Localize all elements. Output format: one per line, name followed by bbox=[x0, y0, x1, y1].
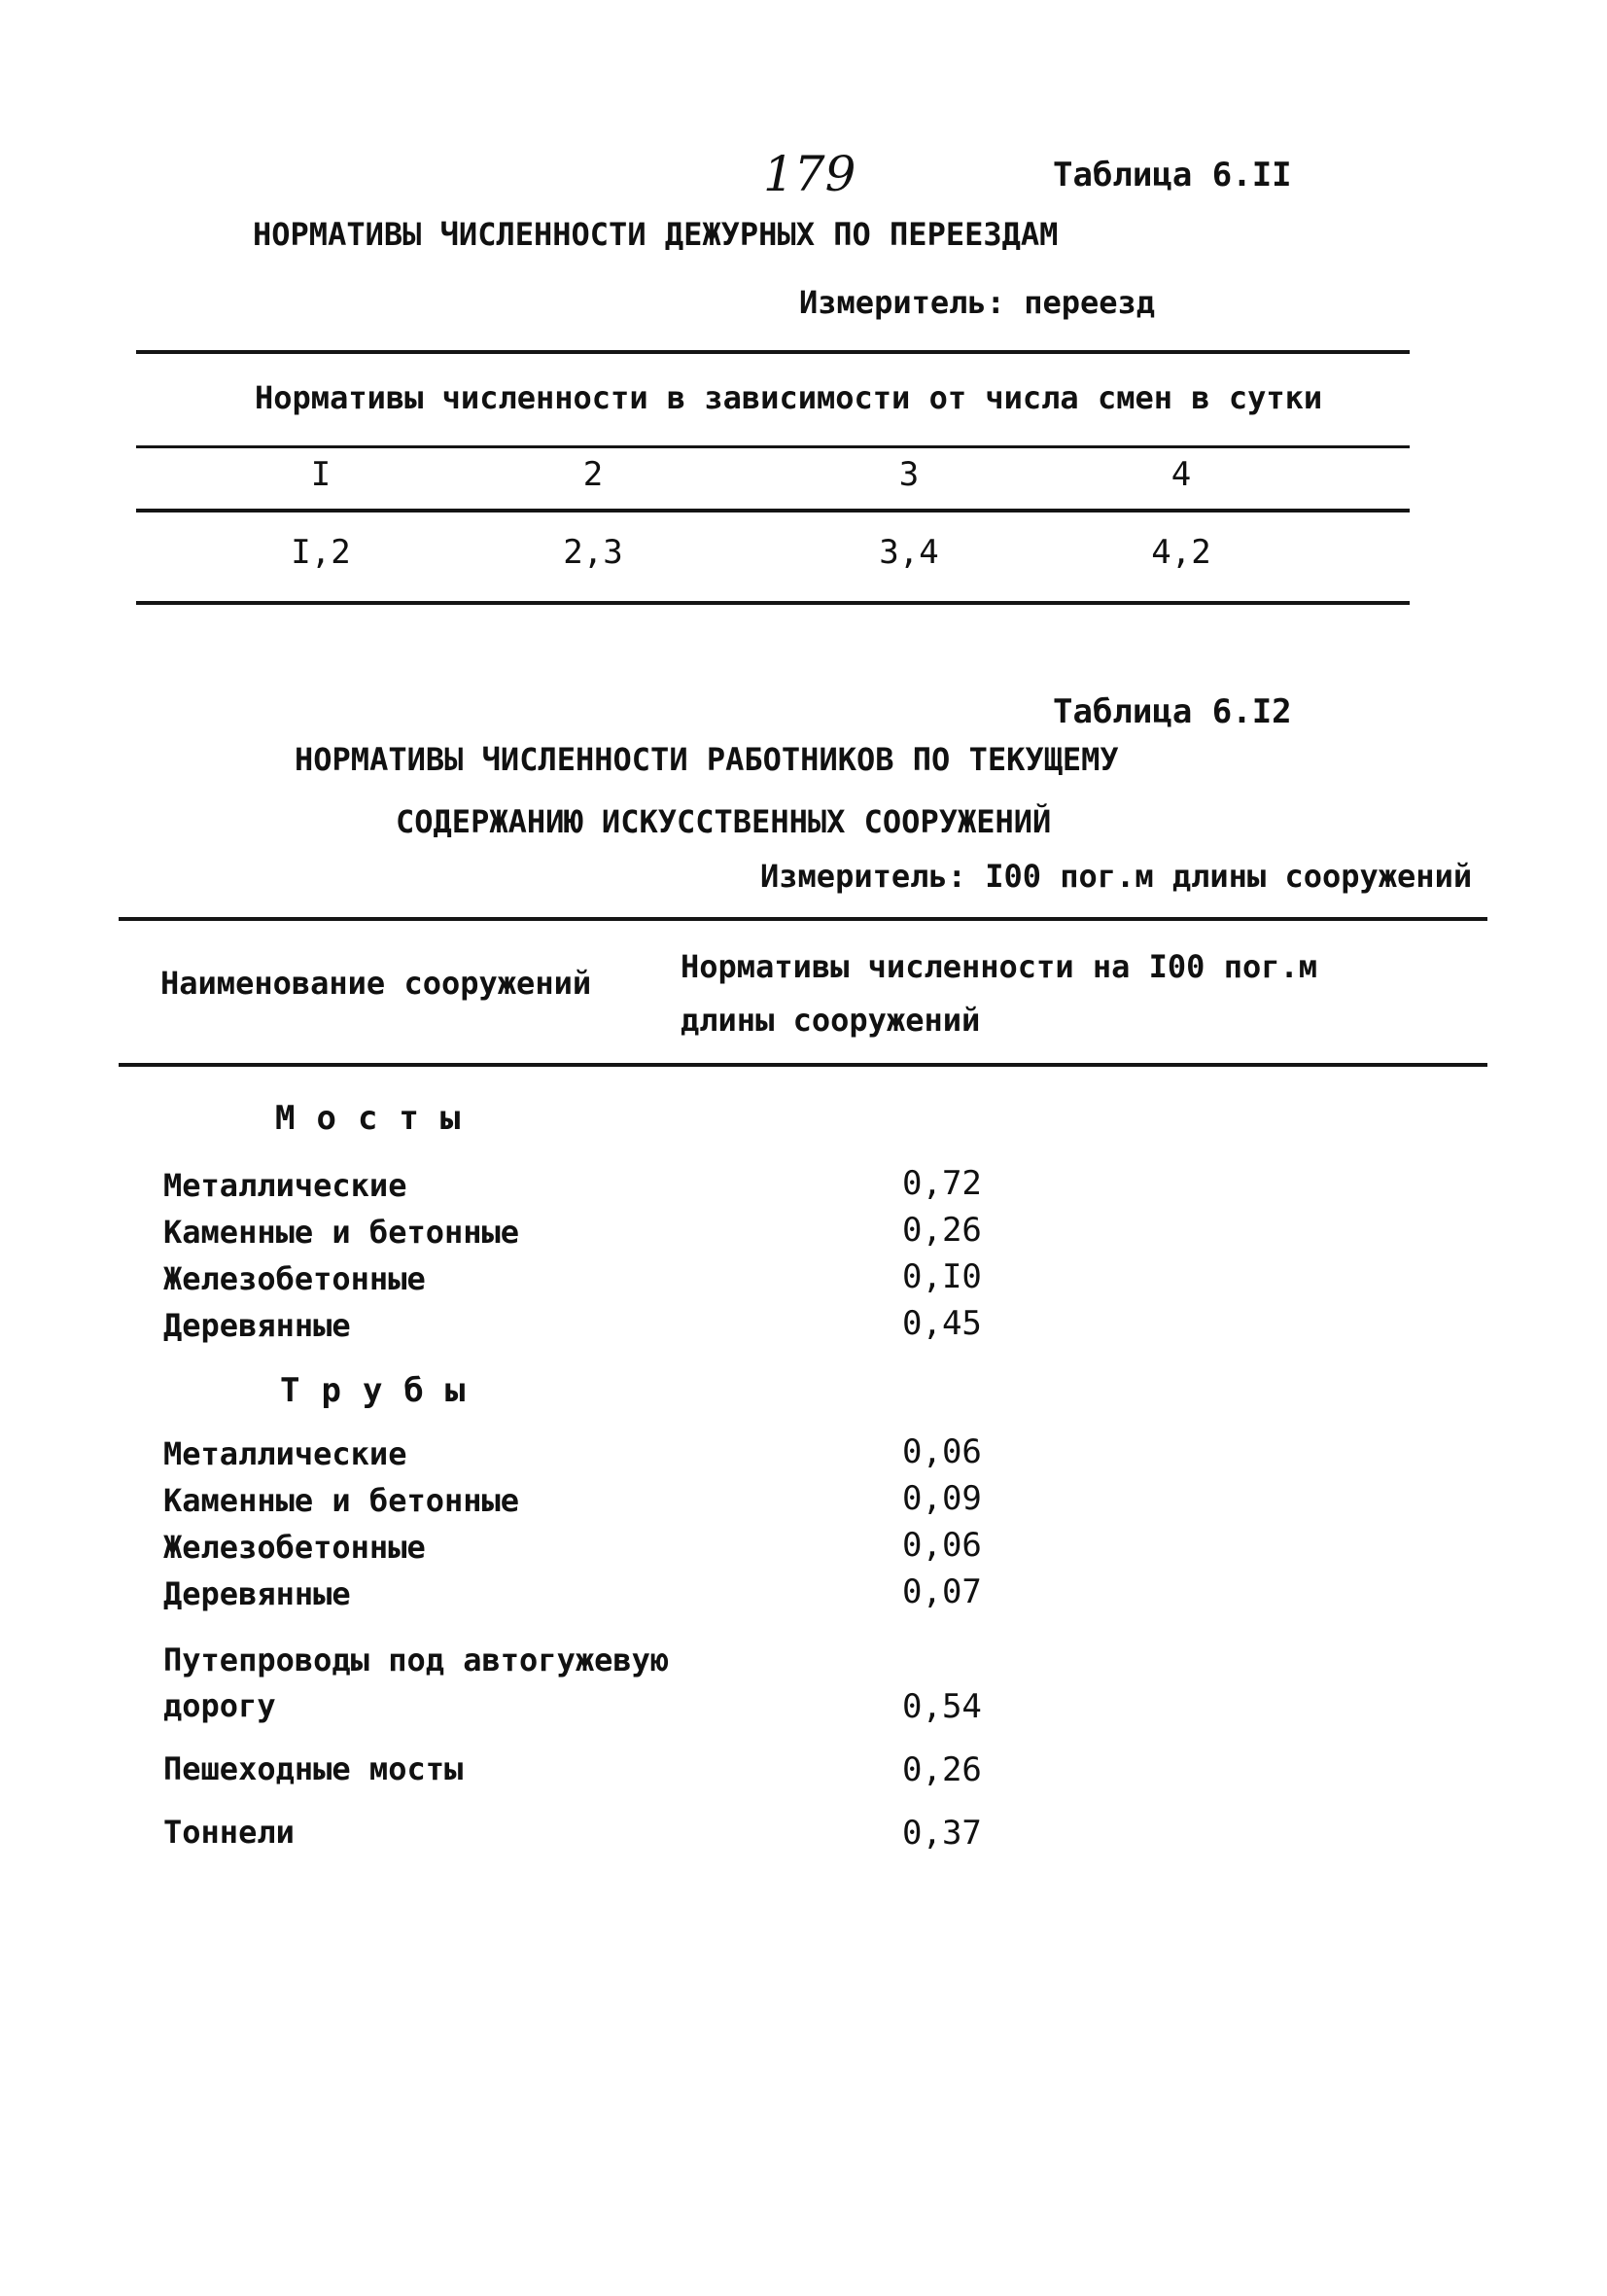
table-6-11-col-1: I bbox=[310, 455, 332, 494]
table-6-11-col-2: 2 bbox=[582, 455, 604, 494]
overpass-name-line1: Путепроводы под автогужевую bbox=[163, 1642, 670, 1678]
pipe-name: Металлические bbox=[163, 1435, 407, 1472]
overpass-value: 0,54 bbox=[902, 1687, 982, 1726]
table-6-11-top-rule bbox=[136, 350, 1410, 354]
pipe-value: 0,06 bbox=[902, 1432, 982, 1471]
table-6-12-col2-header-line1: Нормативы численности на I00 пог.м bbox=[681, 948, 1318, 985]
table-6-11-label: Таблица 6.II bbox=[1053, 156, 1292, 194]
section-pipes: Трубы bbox=[280, 1371, 487, 1410]
tunnels-value: 0,37 bbox=[902, 1814, 982, 1853]
pipe-name: Каменные и бетонные bbox=[163, 1482, 520, 1519]
pipe-value: 0,09 bbox=[902, 1479, 982, 1518]
pipe-value: 0,06 bbox=[902, 1526, 982, 1565]
table-6-11-header: Нормативы численности в зависимости от числа смен в сутки bbox=[255, 379, 1323, 416]
table-6-11-bottom-rule bbox=[136, 601, 1410, 605]
overpass-name-line2: дорогу bbox=[163, 1687, 276, 1724]
footbridges-value: 0,26 bbox=[902, 1750, 982, 1789]
tunnels-name: Тоннели bbox=[163, 1814, 295, 1851]
table-6-11-title: НОРМАТИВЫ ЧИСЛЕННОСТИ ДЕЖУРНЫХ ПО ПЕРЕЕЗДАМ bbox=[253, 216, 1059, 253]
table-6-12-top-rule bbox=[119, 917, 1487, 921]
table-6-12-header-rule bbox=[119, 1063, 1487, 1067]
table-6-11-value-3: 3,4 bbox=[879, 533, 939, 572]
table-6-12-label: Таблица 6.I2 bbox=[1053, 692, 1292, 731]
table-6-11-value-4: 4,2 bbox=[1151, 533, 1211, 572]
table-6-12-col2-header-line2: длины сооружений bbox=[681, 1002, 981, 1039]
pipe-name: Железобетонные bbox=[163, 1529, 426, 1566]
table-6-11-value-2: 2,3 bbox=[563, 533, 623, 572]
table-6-12-title-line1: НОРМАТИВЫ ЧИСЛЕННОСТИ РАБОТНИКОВ ПО ТЕКУЩЕМУ bbox=[295, 741, 1119, 778]
bridge-value: 0,45 bbox=[902, 1304, 982, 1343]
bridge-name: Деревянные bbox=[163, 1307, 351, 1344]
table-6-12-title-line2: СОДЕРЖАНИЮ ИСКУССТВЕННЫХ СООРУЖЕНИЙ bbox=[396, 803, 1052, 840]
bridge-value: 0,72 bbox=[902, 1164, 982, 1203]
footbridges-name: Пешеходные мосты bbox=[163, 1750, 464, 1787]
table-6-11-value-1: I,2 bbox=[291, 533, 351, 572]
table-6-11-header-rule bbox=[136, 445, 1410, 448]
bridge-value: 0,I0 bbox=[902, 1257, 982, 1296]
pipe-name: Деревянные bbox=[163, 1575, 351, 1612]
table-6-11-col-3: 3 bbox=[898, 455, 920, 494]
table-6-11-unit: Измеритель: переезд bbox=[799, 284, 1156, 321]
bridge-name: Железобетонные bbox=[163, 1260, 426, 1297]
table-6-11-col-4: 4 bbox=[1170, 455, 1192, 494]
table-6-12-col1-header: Наименование сооружений bbox=[160, 965, 592, 1002]
table-6-12-unit: Измеритель: I00 пог.м длины сооружений bbox=[760, 858, 1473, 895]
bridge-name: Металлические bbox=[163, 1167, 407, 1204]
section-bridges: Мосты bbox=[275, 1099, 482, 1138]
table-6-11-columns-rule bbox=[136, 509, 1410, 512]
bridge-value: 0,26 bbox=[902, 1211, 982, 1250]
pipe-value: 0,07 bbox=[902, 1572, 982, 1611]
bridge-name: Каменные и бетонные bbox=[163, 1214, 520, 1251]
page-number: 179 bbox=[763, 146, 856, 202]
